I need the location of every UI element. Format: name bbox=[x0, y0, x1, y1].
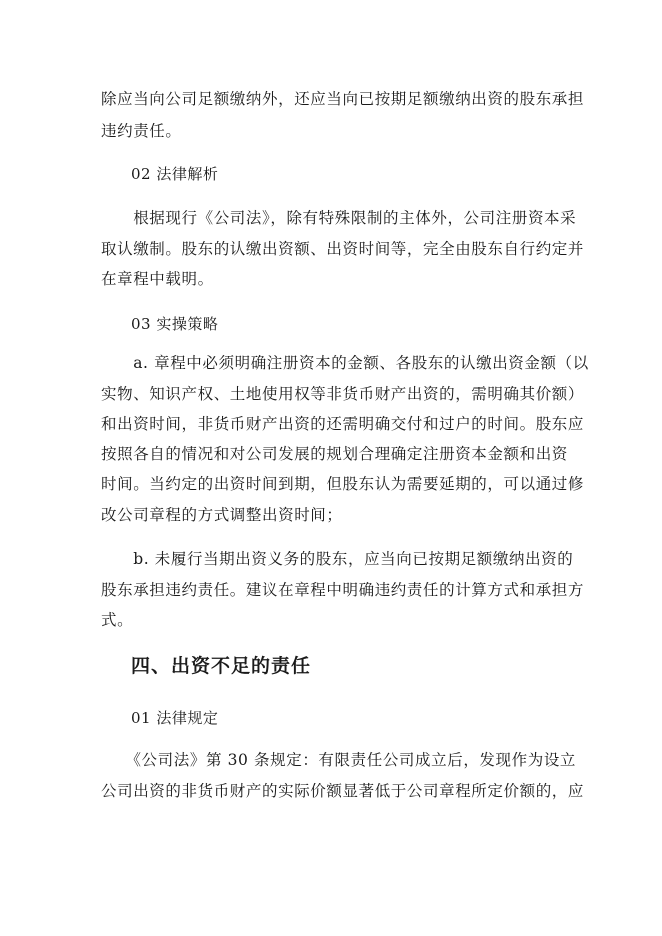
section-heading-02: 02 法律解析 bbox=[131, 165, 219, 183]
section-heading-01: 01 法律规定 bbox=[131, 709, 219, 727]
paragraph-line: 按照各自的情况和对公司发展的规划合理确定注册资本金额和出资 bbox=[101, 445, 568, 463]
paragraph-line: a. 章程中必须明确注册资本的金额、各股东的认缴出资金额（以 bbox=[101, 354, 589, 372]
paragraph-line: b. 未履行当期出资义务的股东，应当向已按期足额缴纳出资的 bbox=[101, 550, 574, 568]
paragraph-line: 公司出资的非货币财产的实际价额显著低于公司章程所定价额的，应 bbox=[101, 782, 585, 800]
paragraph-line: 违约责任。 bbox=[101, 122, 182, 140]
paragraph-line: 改公司章程的方式调整出资时间； bbox=[101, 506, 343, 524]
paragraph-line: 实物、知识产权、土地使用权等非货币财产出资的，需明确其价额） bbox=[101, 385, 585, 403]
paragraph-line: 股东承担违约责任。建议在章程中明确违约责任的计算方式和承担方 bbox=[101, 581, 585, 599]
paragraph-line: 和出资时间，非货币财产出资的还需明确交付和过户的时间。股东应 bbox=[101, 415, 585, 433]
paragraph-line: 根据现行《公司法》，除有特殊限制的主体外，公司注册资本采 bbox=[101, 209, 577, 227]
paragraph-line: 除应当向公司足额缴纳外，还应当向已按期足额缴纳出资的股东承担 bbox=[101, 90, 585, 108]
paragraph-line: 《公司法》第 30 条规定：有限责任公司成立后，发现作为设立 bbox=[101, 751, 577, 769]
paragraph-line: 在章程中载明。 bbox=[101, 270, 214, 288]
section-heading-03: 03 实操策略 bbox=[131, 315, 219, 333]
section-heading-main: 四、出资不足的责任 bbox=[131, 655, 312, 677]
paragraph-line: 时间。当约定的出资时间到期，但股东认为需要延期的，可以通过修 bbox=[101, 475, 585, 493]
paragraph-line: 式。 bbox=[101, 611, 134, 629]
paragraph-line: 取认缴制。股东的认缴出资额、出资时间等，完全由股东自行约定并 bbox=[101, 240, 585, 258]
